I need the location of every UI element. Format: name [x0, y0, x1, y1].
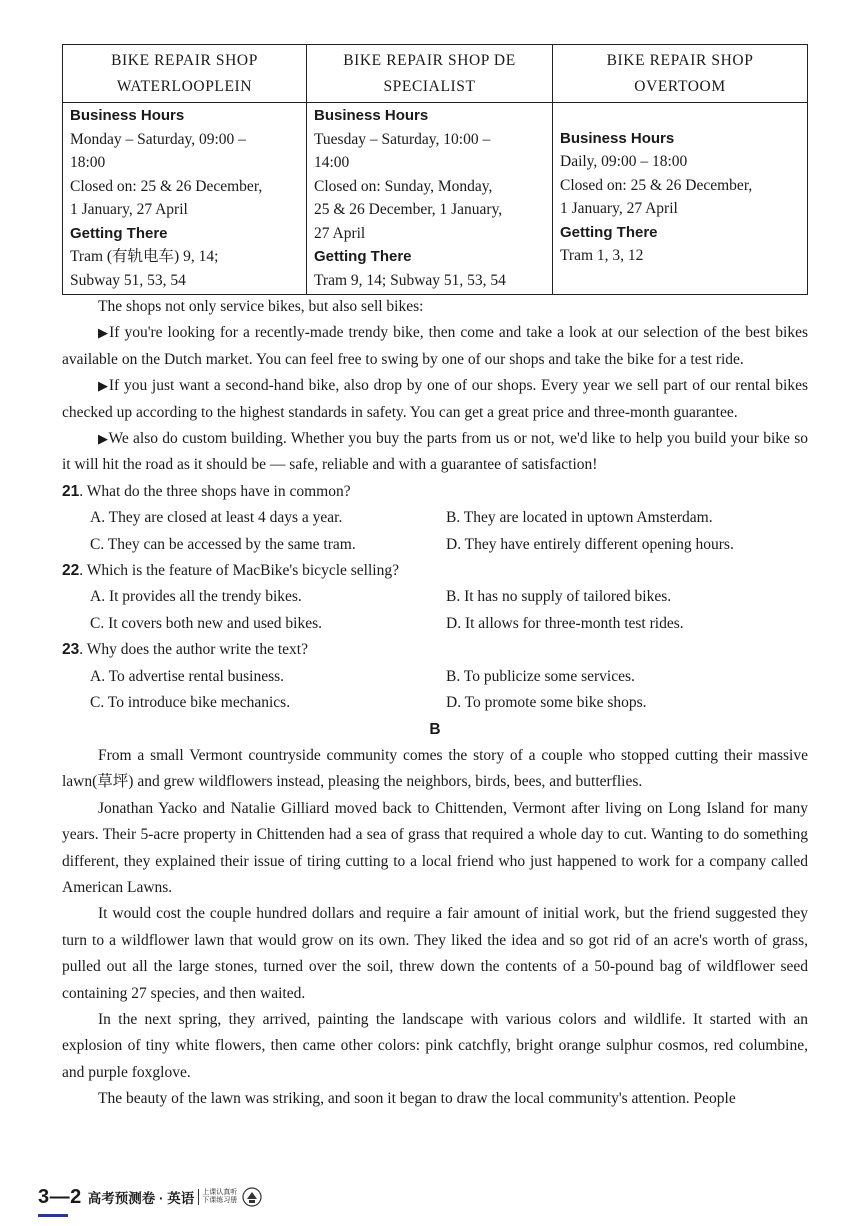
hours-label: Business Hours — [560, 129, 675, 147]
closed-line: 27 April — [314, 224, 366, 242]
paragraph: The shops not only service bikes, but also sell bikes: — [98, 298, 424, 315]
option-row — [62, 611, 808, 637]
question-23 — [62, 637, 808, 716]
hours-line: 14:00 — [314, 154, 350, 171]
option-row — [62, 690, 808, 716]
option-b[interactable]: B. To publicize some services. — [446, 667, 635, 685]
header-line: SPECIALIST — [383, 78, 476, 95]
option-row — [62, 532, 808, 558]
paragraph-text: If you just want a second-hand bike, also drop by one of our shops. Every year we sell part of our rental bikes checked up according to the highest standards in safety. You can get a great price and three-month guarantee. — [62, 377, 809, 421]
option-a[interactable]: A. It provides all the trendy bikes. — [90, 588, 302, 606]
hours-line: Tuesday – Saturday, 10:00 – — [314, 130, 491, 148]
header-de-specialist — [307, 45, 553, 103]
paragraph-text: We also do custom building. Whether you buy the parts from us or not, we'd like to help you build your bike so it will hit the road as it should be — safe, reliable and with a guarantee of satisfaction! — [62, 430, 809, 474]
cell-waterlooplein — [63, 103, 307, 295]
option-b[interactable]: B. They are located in uptown Amsterdam. — [446, 509, 713, 527]
slogan-line: 上课认真听 — [202, 1189, 238, 1196]
option-d[interactable]: D. It allows for three-month test rides. — [446, 614, 684, 632]
arrow-bullet-icon: ▶ — [98, 325, 110, 341]
table-header-row — [63, 45, 808, 103]
question-stem — [62, 637, 808, 663]
getting-label: Getting There — [314, 248, 412, 265]
option-row — [62, 664, 808, 690]
section-b-heading: B — [429, 720, 441, 738]
closed-line: 25 & 26 December, 1 January, — [314, 201, 503, 218]
option-d[interactable]: D. They have entirely different opening hours. — [446, 535, 734, 553]
header-line: BIKE REPAIR SHOP — [606, 52, 754, 69]
slogan-line: 下课练习册 — [202, 1197, 238, 1204]
paragraph — [62, 373, 808, 426]
option-c[interactable]: C. To introduce bike mechanics. — [90, 694, 291, 712]
footer-title: 高考预测卷 · 英语 — [87, 1191, 195, 1206]
getting-line: Subway 51, 53, 54 — [70, 271, 186, 289]
paragraph-text: If you're looking for a recently-made trendy bike, then come and take a look at our selection of the best bikes available on the Dutch market. You can feel free to swing by one of our shops and take the bike for a test ride. — [62, 324, 808, 368]
cell-de-specialist — [307, 103, 553, 295]
paragraph: From a small Vermont countryside community comes the story of a couple who stopped cutting their massive lawn(草坪) and grew wildflowers instead, pleasing the neighbors, birds, bees, and butterflies. — [62, 746, 808, 791]
getting-line: Tram 1, 3, 12 — [560, 247, 644, 264]
arrow-bullet-icon: ▶ — [98, 431, 109, 447]
header-line: BIKE REPAIR SHOP DE — [343, 52, 516, 69]
paragraph — [62, 426, 808, 479]
header-line: BIKE REPAIR SHOP — [111, 52, 258, 69]
paragraph — [62, 320, 808, 373]
paragraph: Jonathan Yacko and Natalie Gilliard moved back to Chittenden, Vermont after living on Long Island for many years. Their 5-acre property in Chittenden had a sea of grass that required a whole day to cut. Wanting to do something different, they explained their issue of tiring cutting to a local friend who just happened to work for a company called American Lawns. — [62, 799, 808, 896]
closed-line: Closed on: Sunday, Monday, — [314, 177, 493, 195]
paragraph: It would cost the couple hundred dollars and require a fair amount of initial work, but the friend suggested they turn to a wildflower lawn that would grow on its own. They liked the idea and so got rid of an acre's worth of grass, pulled out all the large stones, turned over the soil, threw down the contents of a 50-pound bag of wildflower seed containing 27 species, and then waited. — [62, 905, 808, 1002]
option-row — [62, 505, 808, 531]
header-line: OVERTOOM — [634, 78, 726, 95]
header-waterlooplein — [63, 45, 307, 103]
closed-line: Closed on: 25 & 26 December, — [70, 177, 263, 195]
getting-line: Tram 9, 14; Subway 51, 53, 54 — [314, 271, 506, 289]
hours-label: Business Hours — [314, 107, 429, 124]
header-line: WATERLOOPLEIN — [116, 78, 253, 95]
option-row — [62, 584, 808, 610]
footer-accent-bar — [38, 1214, 68, 1217]
option-c[interactable]: C. They can be accessed by the same tram. — [90, 535, 356, 553]
option-b[interactable]: B. It has no supply of tailored bikes. — [446, 588, 672, 606]
question-number: 23 — [62, 641, 80, 659]
question-number: 21 — [62, 482, 80, 500]
closed-line: Closed on: 25 & 26 December, — [560, 176, 753, 194]
question-21 — [62, 479, 808, 558]
question-22 — [62, 558, 808, 637]
option-a[interactable]: A. They are closed at least 4 days a year. — [90, 509, 343, 527]
getting-label: Getting There — [560, 223, 658, 241]
option-d[interactable]: D. To promote some bike shops. — [446, 694, 647, 712]
hours-line: Daily, 09:00 – 18:00 — [560, 153, 688, 170]
question-text: . What do the three shops have in common? — [79, 482, 351, 500]
publisher-logo-icon — [241, 1186, 263, 1208]
passage-body — [62, 294, 808, 1113]
hours-label: Business Hours — [70, 107, 185, 124]
question-stem — [62, 479, 808, 505]
paragraph: In the next spring, they arrived, painting the landscape with various colors and wildlife. It started with an explosion of tiny white flowers, then came other colors: pink catchfly, bright orange sulphur cosmos, red columbine, and purple foxglove. — [62, 1010, 808, 1081]
option-c[interactable]: C. It covers both new and used bikes. — [90, 614, 323, 632]
getting-line: Tram (有轨电车) 9, 14; — [70, 248, 219, 265]
arrow-bullet-icon: ▶ — [98, 378, 109, 394]
bike-shop-table — [62, 44, 808, 295]
paragraph: The beauty of the lawn was striking, and soon it began to draw the local community's attention. People — [98, 1090, 736, 1108]
page-number: 3—2 — [38, 1185, 82, 1208]
question-text: . Which is the feature of MacBike's bicycle selling? — [79, 562, 399, 580]
page-footer — [38, 1183, 263, 1211]
question-stem — [62, 558, 808, 584]
footer-slogan — [198, 1189, 237, 1205]
table-body-row — [63, 103, 808, 295]
hours-line: 18:00 — [70, 154, 106, 171]
cell-overtoom — [553, 103, 808, 295]
header-overtoom — [553, 45, 808, 103]
question-text: . Why does the author write the text? — [79, 641, 308, 659]
option-a[interactable]: A. To advertise rental business. — [90, 667, 285, 685]
closed-line: 1 January, 27 April — [70, 201, 188, 218]
closed-line: 1 January, 27 April — [560, 200, 678, 217]
getting-label: Getting There — [70, 224, 168, 242]
question-number: 22 — [62, 562, 80, 580]
hours-line: Monday – Saturday, 09:00 – — [70, 130, 246, 148]
